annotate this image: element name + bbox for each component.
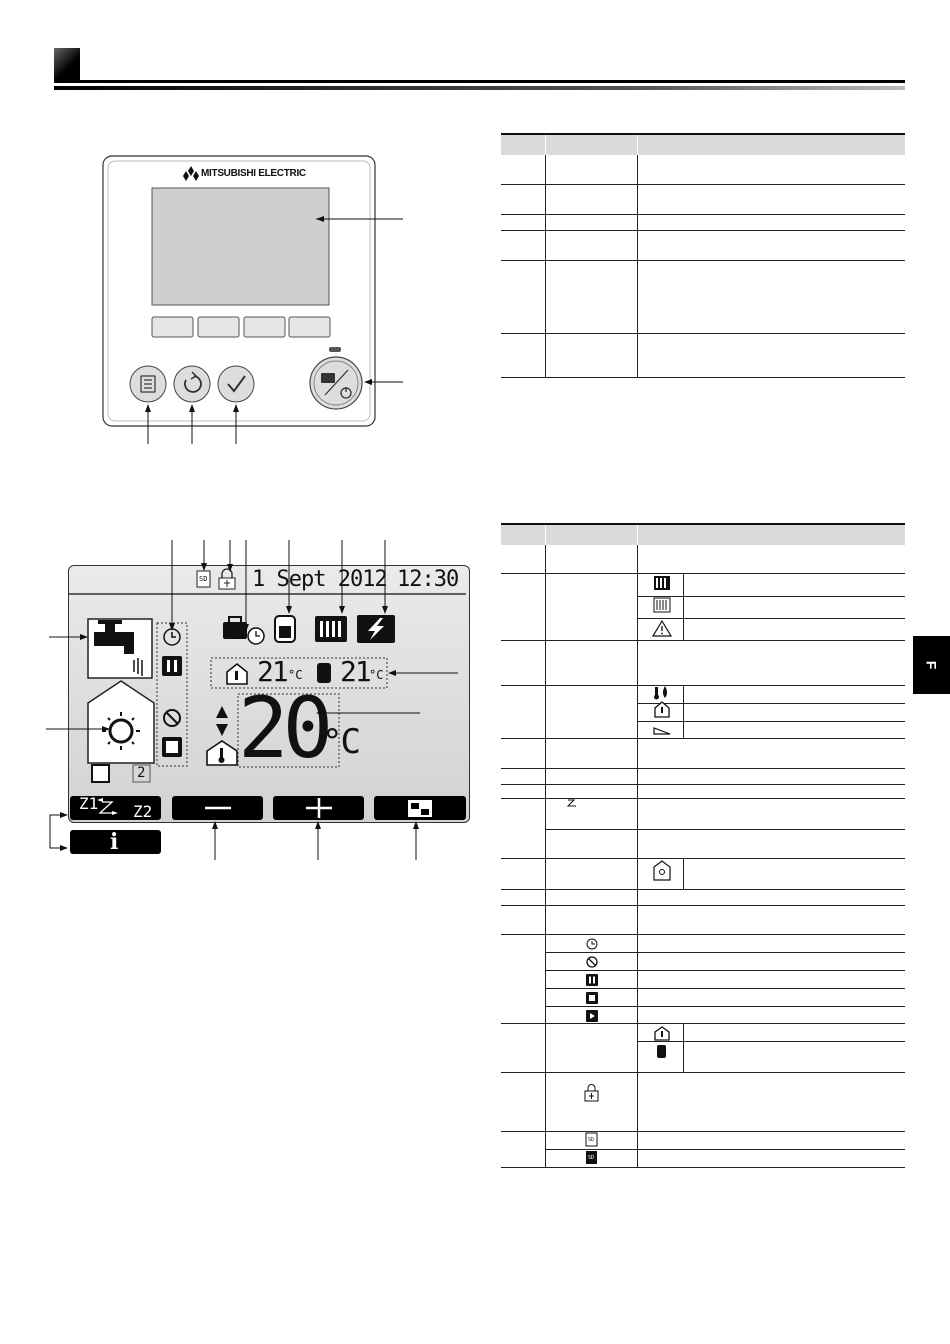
lcd-time: 12:30 xyxy=(397,567,459,592)
pause-small-icon xyxy=(586,974,598,986)
sd-full-label: SD xyxy=(588,1155,595,1161)
set-temp-unit: °C xyxy=(322,722,359,762)
lock-small-icon xyxy=(585,1085,598,1102)
sun-house-small-icon xyxy=(654,861,670,880)
tank-small-icon xyxy=(657,1045,666,1058)
heater-full-icon xyxy=(654,576,670,590)
tank-temp-unit: °C xyxy=(369,668,384,682)
house-small-icon xyxy=(655,1027,669,1040)
timer-small-icon xyxy=(587,939,597,949)
tank-temp-value: 21 xyxy=(340,655,370,688)
set-temp-value: 20 xyxy=(238,679,328,777)
house-sensor-icon xyxy=(655,702,669,717)
curve-icon xyxy=(654,728,670,734)
room-temp-unit: °C xyxy=(288,668,303,682)
zone-switch-from[interactable]: Z1 xyxy=(79,794,99,813)
warning-icon xyxy=(653,621,671,636)
zone-switch-to[interactable]: Z2 xyxy=(133,802,153,821)
lcd-date: 1 Sept 2012 xyxy=(252,567,387,592)
zone1-number: 1 xyxy=(96,765,105,781)
stop-small-icon xyxy=(586,992,598,1004)
play-small-icon xyxy=(586,1010,598,1022)
brand-label: MITSUBISHI ELECTRIC xyxy=(201,168,306,179)
zone2-number: 2 xyxy=(137,765,146,781)
thermo-drop-icon xyxy=(654,686,667,700)
prohibit-small-icon xyxy=(587,957,597,967)
info-icon[interactable]: i xyxy=(110,829,119,855)
zone-switch-icon xyxy=(568,800,576,806)
room-temp-value: 21 xyxy=(257,655,287,688)
sd-empty-label: SD xyxy=(588,1137,595,1143)
sd-label: SD xyxy=(199,575,208,583)
heater-empty-icon xyxy=(654,598,670,612)
language-tab-label: F xyxy=(923,660,940,670)
